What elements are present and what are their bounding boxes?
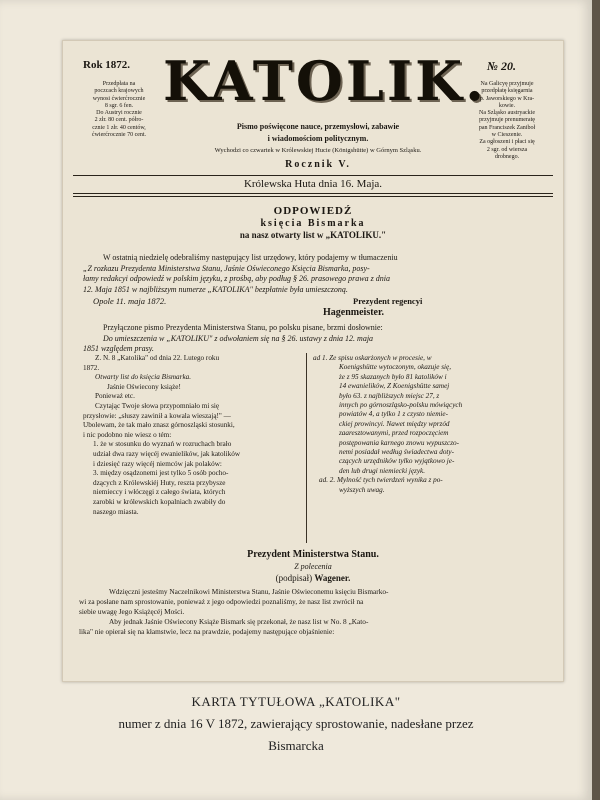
text-line: zarobki w królewskich kopalniach zwabiły do (93, 497, 226, 506)
note-line: drobnego. (494, 153, 520, 160)
text-line: ad 1. Ze spisu oskarżonych w procesie, w (313, 354, 432, 362)
article-paragraph (83, 253, 543, 295)
text-line: zaaresztowanymi, przed rozpoczęciem (339, 429, 449, 438)
text-line: że z 95 skazanych było 81 katolików i (339, 372, 447, 381)
text-line: naszego miasta. (93, 507, 139, 516)
caption-title: KARTA TYTUŁOWA „KATOLIKA" (191, 694, 401, 709)
article-heading-sub: księcia Bismarka (260, 218, 366, 229)
text-line: niemieccy i włóczęgi z całego świata, których (93, 488, 226, 497)
note-line: Do Austryi rocznie (96, 110, 142, 117)
subscription-note-left (71, 81, 167, 139)
note-line: przedpłatę księgarnia (481, 88, 533, 95)
signoff-role: Prezydent Ministerstwa Stanu. (247, 549, 379, 560)
note-line: poczcach krajowych (94, 88, 144, 95)
dateline: Królewska Huta dnia 16. Maja. (243, 178, 383, 190)
text-line: Do umieszczenia w „KATOLIKU" z odwołaniem się na § 26. ustawy z dnia 12. maja (103, 333, 374, 343)
article-paragraph (79, 587, 549, 637)
text-line: nemi posiadał według świadectwa doty- (339, 448, 454, 457)
note-line: przyjmuje prenumeratę (479, 117, 535, 124)
text-line: łamy redakcyi odpowiedź w polskim języku, z prośbą, aby podług § 26. prasowego prawa z dnia (83, 274, 390, 284)
newspaper-facsimile (62, 40, 564, 682)
column-divider (306, 353, 307, 543)
text-line: Z. N. 8 „Katolika" od dnia 22. Lutego roku (95, 354, 220, 362)
text-line: 1. że w stosunku do wyznań w rozruchach brało (93, 440, 232, 449)
note-line: 2 złr. 80 cent. półro- (94, 117, 144, 124)
note-line: Na Galicyę przyjmuje (480, 81, 534, 87)
signoff-signed: (podpisał) (275, 573, 313, 583)
newspaper-year: Rok 1872. (83, 59, 131, 71)
text-line: i dziesięć razy więcéj niemców jak polaków: (93, 459, 222, 468)
subscription-note-right (451, 81, 563, 161)
signed-role: Prezydent regencyi (353, 296, 423, 306)
text-line: Jaśnie Oświecony książe! (107, 382, 181, 391)
note-line: pan Franciszek Zaniboł (478, 124, 536, 131)
masthead-subtitle (173, 121, 463, 145)
text-line: czących urzędników tylko wyjątkowo je- (339, 457, 455, 466)
note-line: Na Szląsko austryackie (479, 110, 535, 117)
text-line: dzących z Królewskiéj Huty, reszta przybysze (93, 478, 226, 487)
newspaper-number: № 20. (487, 59, 516, 73)
text-line: ad. 2. Mylność tych twierdzeń wynika z po- (319, 476, 443, 485)
note-line: wynosi ćwierćrocznie (92, 95, 146, 102)
text-line: wi za posłane nam sprostowanie, ponieważ z jego odpowiedzi poznaliśmy, że nasz list zwrócił na (79, 597, 364, 606)
text-line: udział dwa razy więcéj ewanielików, jak katolików (93, 449, 241, 458)
signoff-signature (73, 573, 553, 583)
text-line: Wdzięczni jesteśmy Naczelnikowi Ministerstwa Stanu, Jaśnie Oświeconemu księciu Bismarko- (109, 587, 389, 596)
text-line: postępowania karnego znowu wypuszczo- (339, 438, 459, 447)
publication-info: Wychodzi co czwartek w Królewskiej Hucie (Königshütte) w Górnym Szląsku. (214, 147, 422, 154)
text-line: Aby jednak Jaśnie Oświecony Książe Bismark się przekonał, że nasz list w No. 8 „Kato- (109, 617, 369, 626)
signed-place: Opole 11. maja 1872. (93, 296, 167, 306)
text-line: 12. Maja 1851 w najbliższym numerze „KATOLIKA" bezpłatnie była umieszczoną. (83, 284, 348, 294)
article-heading: ODPOWIEDŹ (273, 205, 353, 217)
divider (73, 175, 553, 176)
text-line: den lub drugi niemiecki język. (339, 466, 426, 475)
caption-text-end: Bismarcka (268, 738, 324, 753)
text-line: Ubolewam, że tak mało znasz górnoszląski stosunki, (83, 421, 235, 430)
text-line: i nic podobno nie wiesz o tém: (83, 430, 172, 439)
subtitle-line: Pismo poświęcone nauce, przemysłowi, zabawie (236, 122, 400, 131)
note-line: Przedpłata na (102, 81, 136, 87)
note-line: p. Jaworskiego w Kra- (479, 95, 535, 102)
text-line: Otwarty list do księcia Bismarka. (95, 373, 192, 382)
text-line: „Z rozkazu Prezydenta Ministerstwa Stanu, Jaśnie Oświeconego Księcia Bismarka, posy- (83, 263, 370, 273)
note-line: ćwierćrocznie 70 cent. (91, 132, 147, 139)
text-line: 14 ewanielików, Z Koenigshütte samej (339, 382, 450, 391)
divider (73, 196, 553, 197)
note-line: 2 sgr. od wiersza (486, 146, 528, 153)
text-line: przysłowie: „słuszy zawinił a kowala wieszają!" — (83, 411, 231, 420)
text-line: Ponieważ etc. (95, 392, 135, 401)
caption-text: numer z dnia 16 V 1872, zawierający sprostowanie, nadesłane przez (118, 716, 474, 731)
note-line: 8 sgr. 6 fen. (104, 102, 134, 109)
text-line: powiatów 4, a tylko 1 z czysto niemie- (339, 410, 448, 419)
note-line: kowie. (498, 102, 516, 109)
text-line: 1872. (83, 363, 100, 372)
signed-name: Hagenmeister. (323, 307, 385, 318)
text-line: ckiej prowincyi. Nawet między wprzód (339, 419, 450, 428)
text-line: siebie uwagę Jego Książęcéj Mości. (79, 607, 185, 616)
signoff-name: Wagener. (314, 573, 351, 583)
text-line: Przyłączone pismo Prezydenta Ministerstwa Stanu, po polsku pisane, brzmi dosłownie: (103, 323, 383, 332)
text-line: Koenigshütte wytoczonym, okazuje się, (339, 363, 451, 372)
signoff-note: Z polecenia (294, 562, 332, 571)
text-line: 1851 względem prasy. (83, 344, 154, 354)
right-column (313, 354, 548, 495)
text-line: wyższych uwag. (339, 485, 385, 494)
divider (73, 193, 553, 194)
text-line: innych po górnoszląsko-polsku mówiących (339, 401, 463, 410)
note-line: cznie 1 złr. 40 centów, (92, 124, 146, 131)
text-line: lika" nie opierał się na kłamstwie, lecz na prawdzie, podajemy następujące objaśnienie: (79, 627, 335, 636)
text-line: Czytając Twoje słowa przypomniało mi się (95, 401, 220, 410)
subtitle-line: i wiadomościom politycznym. (267, 134, 369, 143)
left-column (83, 354, 303, 517)
volume-label: Rocznik V. (285, 159, 351, 170)
newspaper-masthead: KATOLIK. (163, 49, 487, 113)
text-line: było 63. z najbliższych miejsc 27, z (339, 391, 440, 400)
article-paragraph (83, 323, 543, 355)
article-heading-sub2: na nasz otwarty list w „KATOLIKU." (239, 230, 387, 240)
text-line: 3. między osądzonemi jest tylko 5 osób pocho- (93, 469, 229, 478)
note-line: Za ogłoszeni i płaci się (479, 139, 535, 146)
note-line: w Cieszenie. (491, 132, 523, 139)
text-line: W ostatnią niedzielę odebraliśmy następujący list urzędowy, który podajemy w tłumaczeniu (103, 253, 398, 262)
